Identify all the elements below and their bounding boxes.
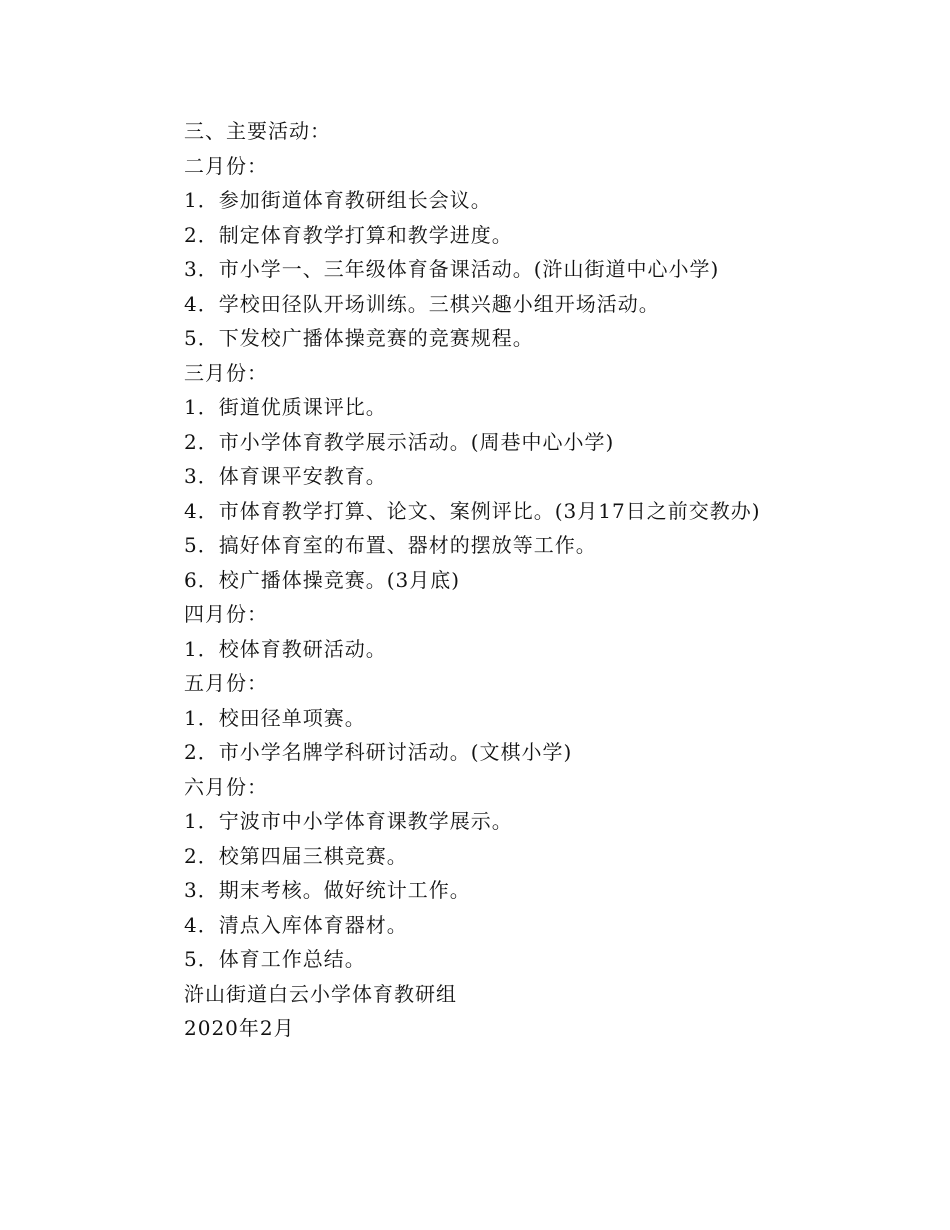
list-item: 5．下发校广播体操竞赛的竞赛规程。 <box>184 326 534 350</box>
signature-date: 2020年2月 <box>184 1016 295 1040</box>
list-item: 6．校广播体操竞赛。(3月底) <box>184 567 461 592</box>
list-item: 3．期末考核。做好统计工作。 <box>184 878 471 902</box>
list-item: 1．街道优质课评比。 <box>184 395 387 419</box>
month-heading-may: 五月份： <box>184 671 268 695</box>
signature-organization: 浒山街道白云小学体育教研组 <box>184 981 457 1006</box>
list-item: 2．校第四届三棋竞赛。 <box>184 843 408 868</box>
month-heading-march: 三月份： <box>184 360 268 385</box>
list-item: 2．市小学体育教学展示活动。(周巷中心小学) <box>184 429 615 454</box>
list-item: 3．市小学一、三年级体育备课活动。(浒山街道中心小学) <box>184 257 720 281</box>
list-item: 4．清点入库体育器材。 <box>184 912 408 937</box>
document-body <box>184 114 884 1046</box>
list-item: 1．参加街道体育教研组长会议。 <box>184 188 492 212</box>
month-heading-june: 六月份： <box>184 774 268 799</box>
list-item: 1．宁波市中小学体育课教学展示。 <box>184 809 513 833</box>
month-heading-april: 四月份： <box>184 602 268 626</box>
list-item: 3．体育课平安教育。 <box>184 464 387 488</box>
section-heading: 三、主要活动： <box>184 119 331 143</box>
list-item: 5．体育工作总结。 <box>184 947 366 971</box>
month-heading-february: 二月份： <box>184 153 268 178</box>
list-item: 2．市小学名牌学科研讨活动。(文棋小学) <box>184 740 573 764</box>
list-item: 5．搞好体育室的布置、器材的摆放等工作。 <box>184 533 597 557</box>
list-item: 4．学校田径队开场训练。三棋兴趣小组开场活动。 <box>184 291 660 316</box>
list-item: 2．制定体育教学打算和教学进度。 <box>184 222 513 247</box>
list-item: 4．市体育教学打算、论文、案例评比。(3月17日之前交教办) <box>184 498 761 523</box>
list-item: 1．校体育教研活动。 <box>184 636 387 661</box>
list-item: 1．校田径单项赛。 <box>184 705 366 730</box>
